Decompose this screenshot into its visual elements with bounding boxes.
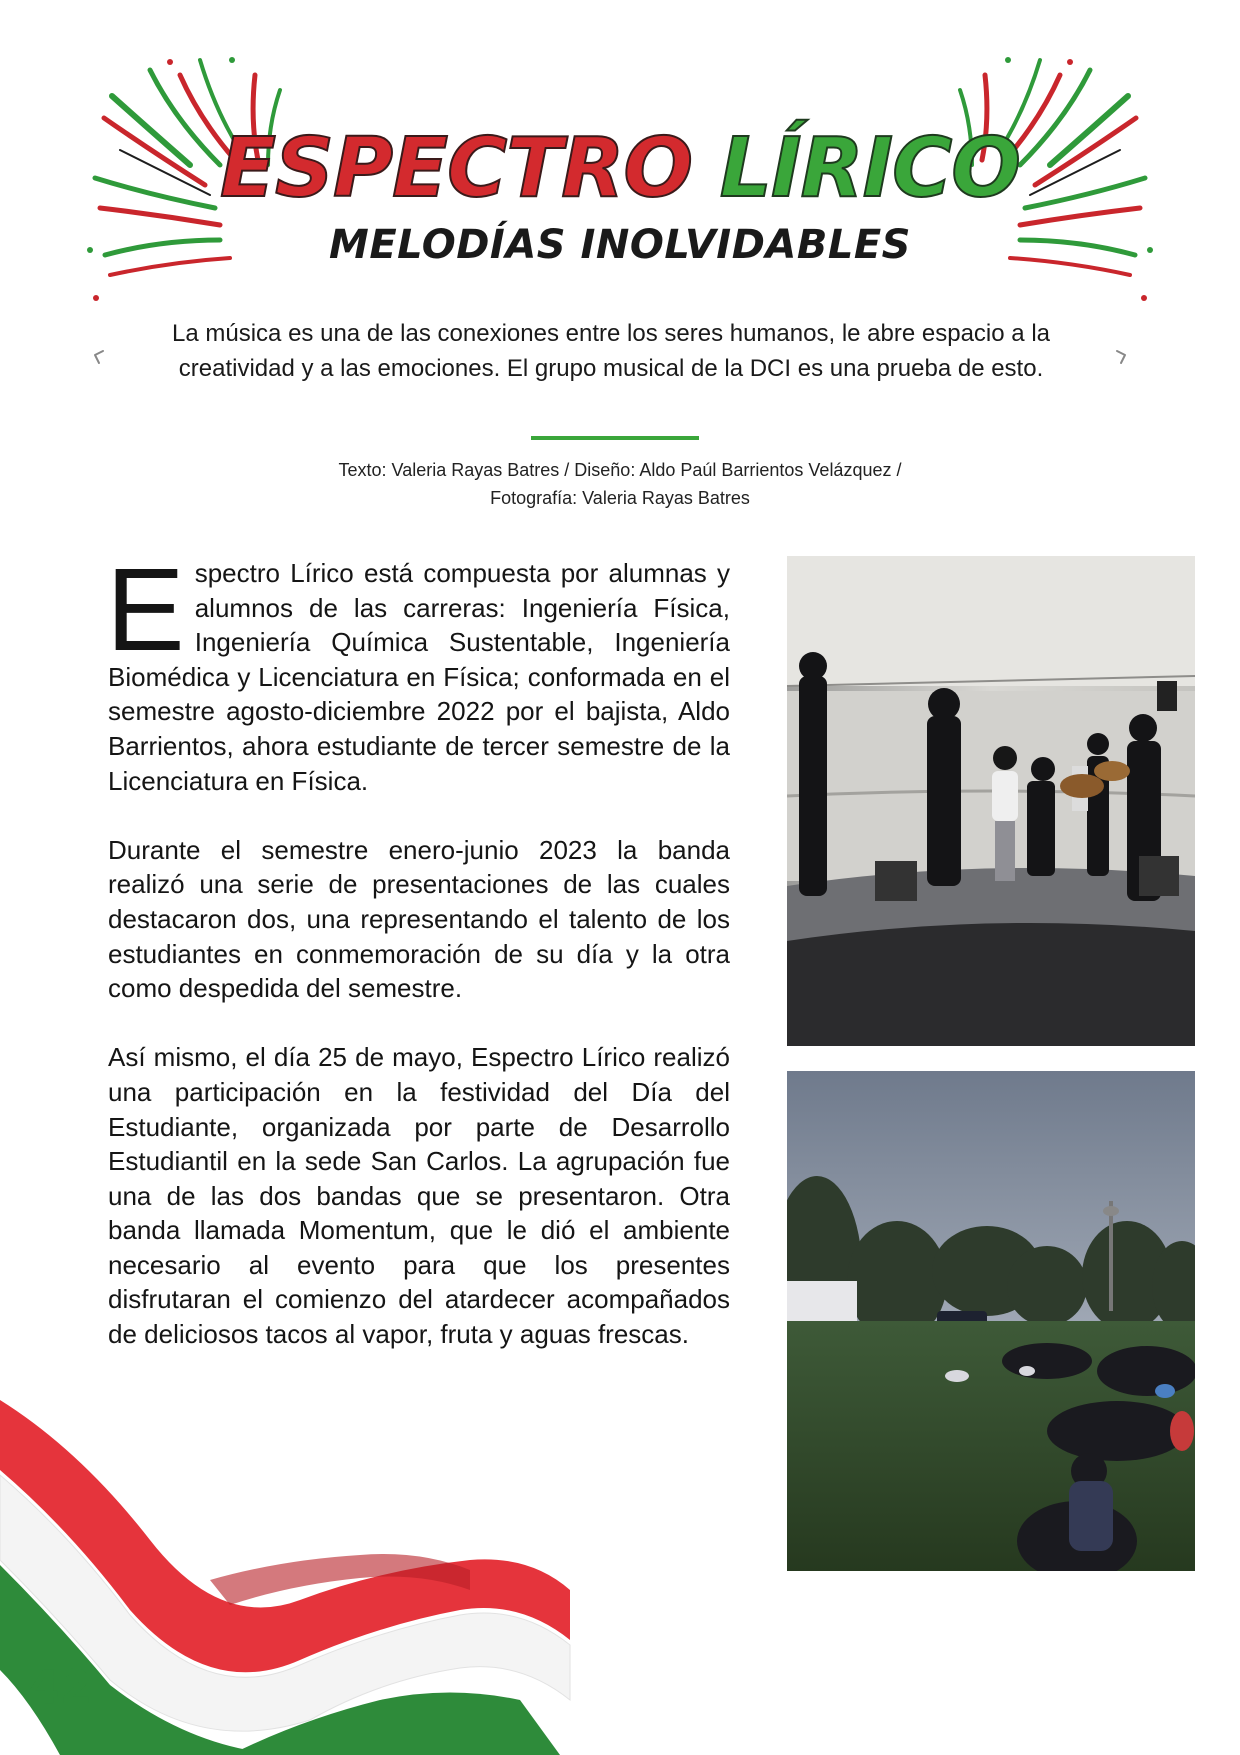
title-word-green: LÍRICO <box>719 121 1021 216</box>
credits-line-2: Fotografía: Valeria Rayas Batres <box>490 488 750 508</box>
credits-block <box>0 456 1240 512</box>
student-day-event-photo <box>787 1071 1195 1571</box>
paragraph-1-text: spectro Lírico está compuesta por alumnas y alumnos de las carreras: Ingeniería Física, Ingeniería Química Sustentable, Ingeniería Biomédica y Licenciatura en Física; conformada en el semestre agosto-diciembre 2022 por el bajista, Aldo Barrientos, ahora estudiante de tercer semestre de la Licenciatura en Física. <box>108 558 730 796</box>
intro-paragraph: La música es una de las conexiones entre los seres humanos, le abre espacio a la creatividad y a las emociones. El grupo musical de la DCI es una prueba de esto. <box>172 320 1050 382</box>
article-body <box>106 544 730 1386</box>
title-word-red: ESPECTRO <box>219 121 693 216</box>
paragraph-2: Durante el semestre enero-junio 2023 la banda realizó una serie de presentaciones de las cuales destacaron dos, una representando el talento de los estudiantes en conmemoración de su día y la otra como despedida del semestre. <box>108 834 730 1004</box>
page-number: 42 <box>28 1660 93 1714</box>
band-stage-photo <box>787 556 1195 1046</box>
paragraph-1 <box>106 544 730 798</box>
article-title <box>0 121 1240 216</box>
article-subtitle: MELODÍAS INOLVIDABLES <box>329 222 911 268</box>
paragraph-3: Así mismo, el día 25 de mayo, Espectro Lírico realizó una participación en la festividad del Día del Estudiante, organizada por parte de Desarrollo Estudiantil en la sede San Carlos. La agrupación fue una de las dos bandas que se presentaron. Otra banda llamada Momentum, que le dió el ambiente necesario al evento para que los presentes disfrutaran el comienzo del atardecer acompañados de deliciosos tacos al vapor, fruta y aguas frescas. <box>108 1042 730 1350</box>
drop-cap: E <box>106 544 185 676</box>
credits-line-1: Texto: Valeria Rayas Batres / Diseño: Aldo Paúl Barrientos Velázquez / <box>338 460 902 480</box>
divider-rule <box>531 436 699 440</box>
